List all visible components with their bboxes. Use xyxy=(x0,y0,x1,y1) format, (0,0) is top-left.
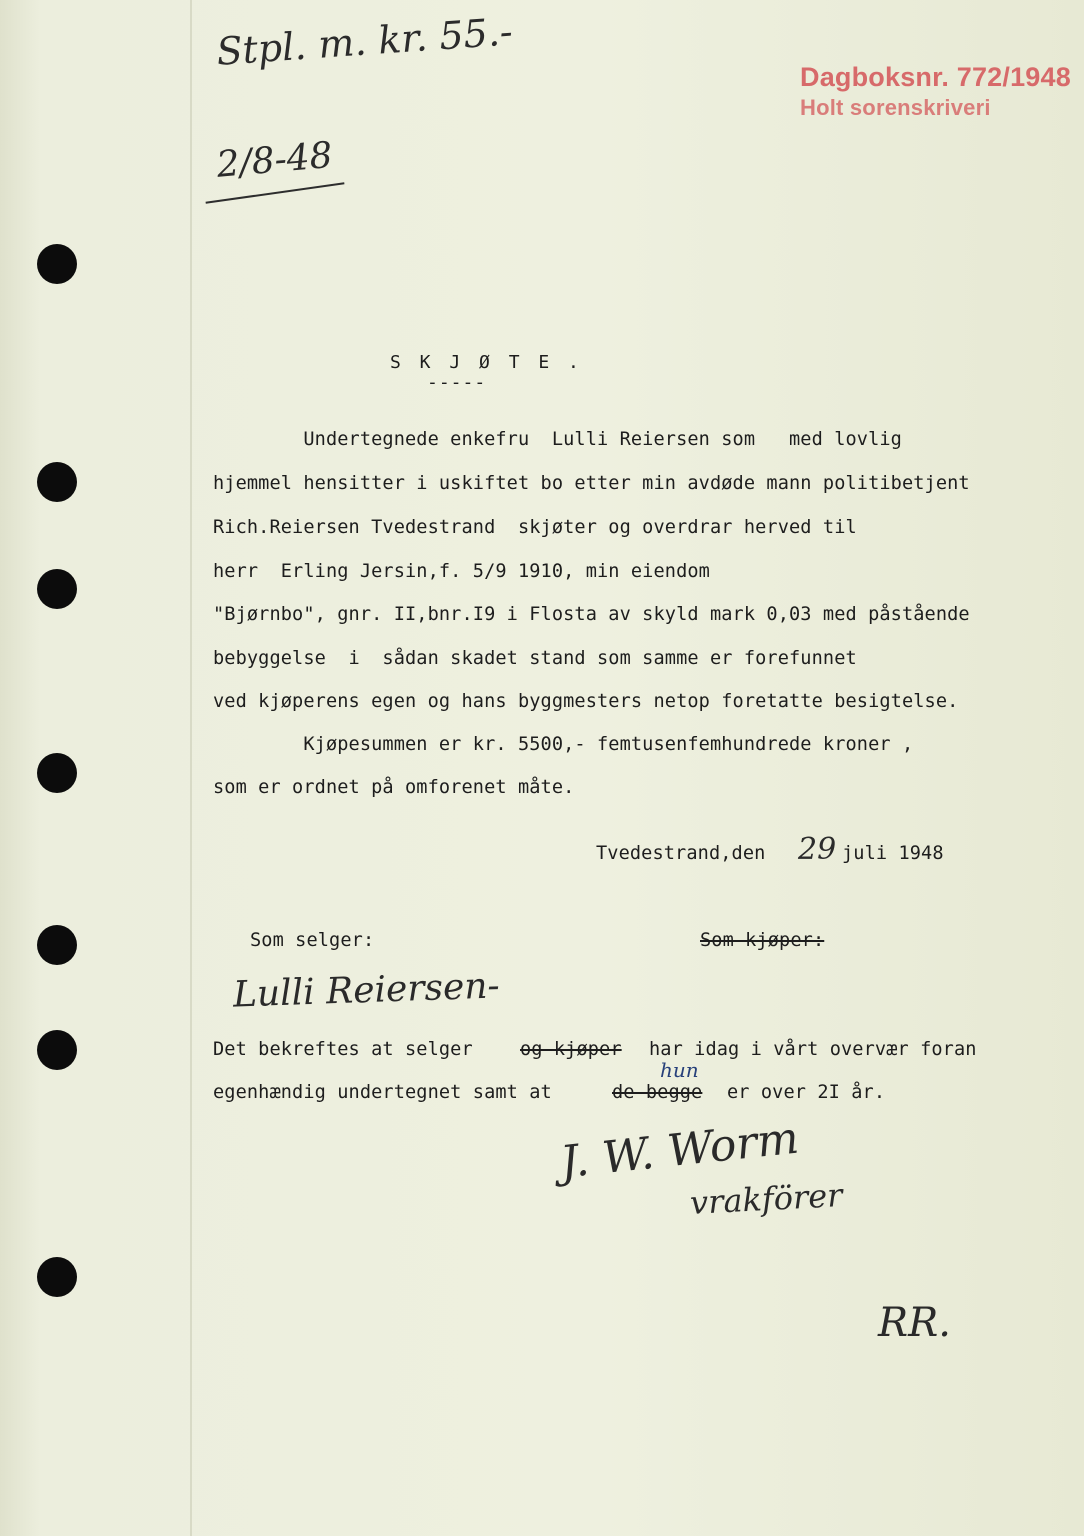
seller-signature: Lulli Reiersen- xyxy=(232,965,501,1016)
date-note-underline xyxy=(206,182,345,203)
confirm-line-2-insert: hun xyxy=(660,1058,699,1082)
witness-title: vrakförer xyxy=(689,1176,844,1222)
body-line: ved kjøperens egen og hans byggmesters netop foretatte besigtelse. xyxy=(213,691,959,712)
place-date-prefix: Tvedestrand,den xyxy=(596,843,766,864)
binder-hole xyxy=(37,1030,77,1070)
document-title: S K J Ø T E . xyxy=(390,352,583,373)
registry-stamp-number: Dagboksnr. 772/1948 xyxy=(800,62,1071,92)
confirm-line-1-start: Det bekreftes at selger xyxy=(213,1039,473,1060)
binder-hole xyxy=(37,569,77,609)
margin-rule xyxy=(190,0,192,1536)
body-line: Rich.Reiersen Tvedestrand skjøter og overdrar herved til xyxy=(213,517,857,538)
confirm-line-1-end: har idag i vårt overvær foran xyxy=(649,1039,977,1060)
clerk-initials: RR. xyxy=(878,1300,951,1346)
confirm-line-2-start: egenhændig undertegnet samt at xyxy=(213,1082,552,1103)
date-note: 2/8-48 xyxy=(215,134,335,186)
binder-hole xyxy=(37,925,77,965)
confirm-line-1-struck: og kjøper xyxy=(520,1039,622,1060)
fee-note: Stpl. m. kr. 55.- xyxy=(215,9,514,74)
confirm-line-2-end: er over 2I år. xyxy=(727,1082,886,1103)
witness-signature: J. W. Worm xyxy=(557,1112,802,1189)
place-date-suffix: juli 1948 xyxy=(842,843,944,864)
body-line: herr Erling Jersin,f. 5/9 1910, min eiendom xyxy=(213,561,710,582)
registry-stamp-office: Holt sorenskriveri xyxy=(800,95,991,120)
body-line: Kjøpesummen er kr. 5500,- femtusenfemhundrede kroner , xyxy=(213,734,914,755)
body-line: som er ordnet på omforenet måte. xyxy=(213,777,575,798)
body-line: hjemmel hensitter i uskiftet bo etter min avdøde mann politibetjent xyxy=(213,473,970,494)
place-date-day: 29 xyxy=(798,832,837,867)
title-rule: ----- xyxy=(427,372,487,393)
seller-label: Som selger: xyxy=(250,930,375,951)
binder-hole xyxy=(37,1257,77,1297)
binder-hole xyxy=(37,753,77,793)
body-line: bebyggelse i sådan skadet stand som samme er forefunnet xyxy=(213,648,857,669)
binder-hole xyxy=(37,462,77,502)
binder-hole xyxy=(37,244,77,284)
buyer-label: Som kjøper: xyxy=(700,930,825,951)
body-line: "Bjørnbo", gnr. II,bnr.I9 i Flosta av skyld mark 0,03 med påstående xyxy=(213,604,970,625)
body-line: Undertegnede enkefru Lulli Reiersen som med lovlig xyxy=(213,429,902,450)
confirm-line-2-struck: de begge xyxy=(612,1082,703,1103)
